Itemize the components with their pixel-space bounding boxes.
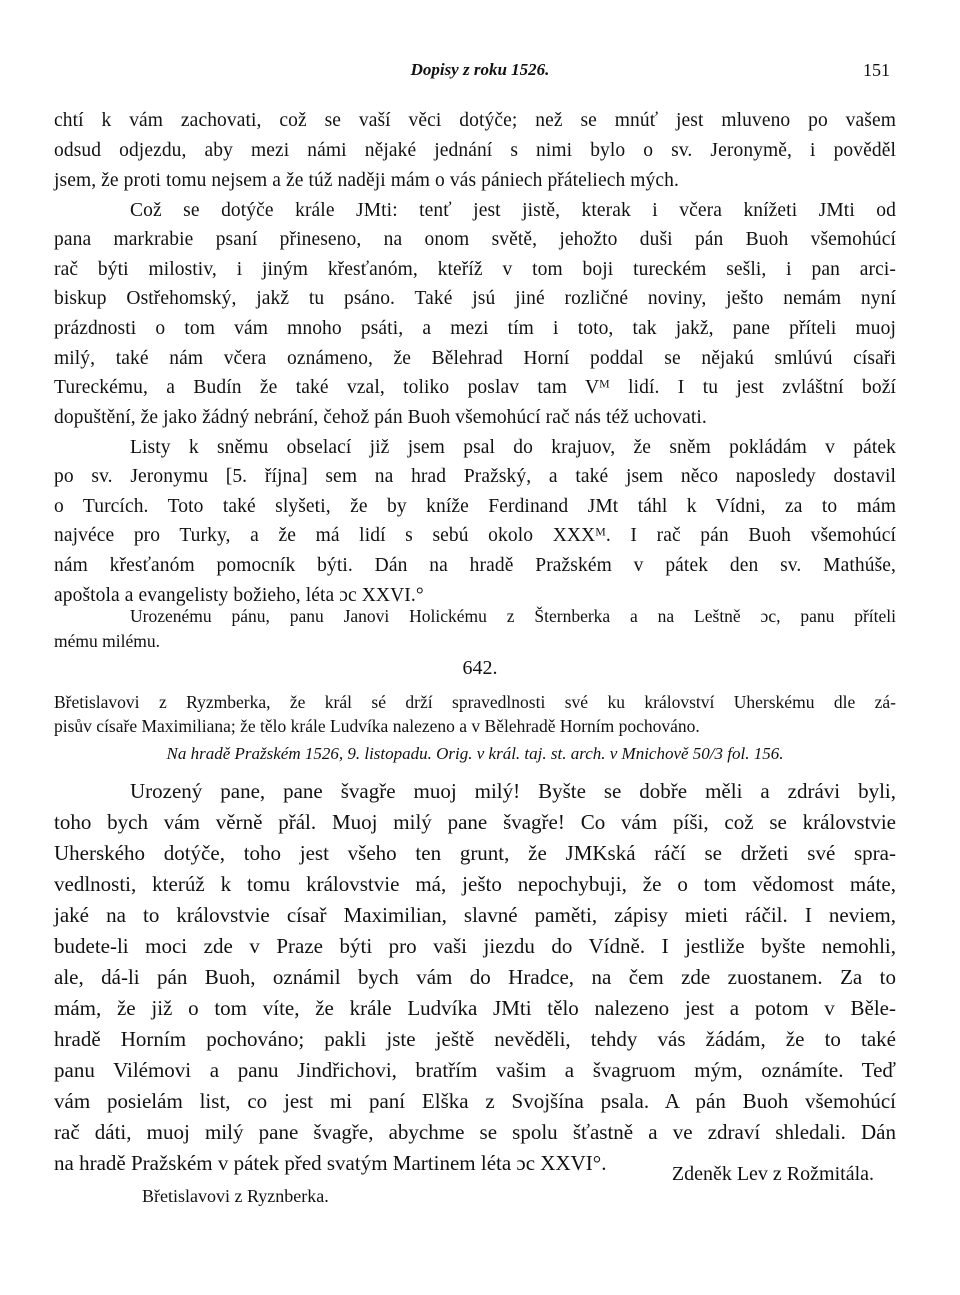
document-number: 642. xyxy=(462,657,498,679)
text-line: rač dáti, muoj milý pane švagře, abychme se spolu šťastně a ve zdraví shledali. Dán xyxy=(54,1120,896,1144)
text-line: milý, také nám včera oznámeno, že Bělehrad Horní poddal se nějakú smlúvú císaři xyxy=(54,348,896,369)
summary-line: pisův císaře Maximiliana; že tělo krále Ludvíka nalezeno a v Bělehradě Horním pochováno. xyxy=(54,716,700,736)
text-line: hradě Horním pochováno; pakli jste ještě nevěděli, tehdy vás žádám, že to také xyxy=(54,1027,896,1051)
recipient-address: Břetislavovi z Ryznberka. xyxy=(142,1186,329,1206)
text-line: toho bych vám věrně přál. Muoj milý pane švagře! Co vám píši, což se královstvie xyxy=(54,810,896,834)
source-citation: Na hradě Pražském 1526, 9. listopadu. Orig. v král. taj. st. arch. v Mnichově 50/3 fol. 156. xyxy=(166,744,784,763)
text-line: apoštola a evangelisty božieho, léta ɔc XXVI.° xyxy=(54,585,424,606)
text-line: rač býti milostiv, i jiným křesťanóm, kteříž v tom boji tureckém sešli, i pan arci- xyxy=(54,259,896,280)
text-line: o Turcích. Toto také slyšeti, že by kníže Ferdinand JMt táhl k Vídni, za to mám xyxy=(54,496,896,517)
text-line: pana markrabie psaní přineseno, na onom světě, jehožto duši pán Buoh všemohúcí xyxy=(54,229,896,250)
text-line: Tureckému, a Budín že také vzal, toliko poslav tam Vᴹ lidí. I tu jest zvláštní boží xyxy=(54,377,896,398)
text-line: na hradě Pražském v pátek před svatým Martinem léta ɔc XXVI°. xyxy=(54,1151,607,1175)
text-line: nám křesťanóm pomocník býti. Dán na hradě Pražském v pátek den sv. Mathúše, xyxy=(54,555,896,576)
text-line: odsud odjezdu, aby mezi námi nějaké jednání s nimi bylo o sv. Jeronymě, i pověděl xyxy=(54,140,896,161)
text-line: ale, dá-li pán Buoh, oznámil bych vám do Hradce, na čem zde zuostanem. Za to xyxy=(54,965,896,989)
text-line: Listy k sněmu obselací již jsem psal do krajuov, že sněm pokládám v pátek xyxy=(130,437,896,458)
text-line: Urozený pane, pane švagře muoj milý! Byšte se dobře měli a zdrávi byli, xyxy=(130,779,896,803)
summary-line: Břetislavovi z Ryzmberka, že král sé drží spravedlnosti své ku království Uherskému dle zá- xyxy=(54,692,896,712)
address-line: mému milému. xyxy=(54,631,160,651)
running-title: Dopisy z roku 1526. xyxy=(410,60,550,79)
text-line: budete-li moci zde v Praze býti pro vaši jiezdu do Vídně. I jestliže byšte nemohli, xyxy=(54,934,896,958)
text-line: vám posielám list, co jest mi paní Elška z Svojšína psala. A pán Buoh všemohúcí xyxy=(54,1089,896,1113)
text-line: vedlnosti, kterúž k tomu královstvie má, ješto nepochybuji, že o tom vědomost máte, xyxy=(54,872,896,896)
text-line: biskup Ostřehomský, jakž tu psáno. Také jsú jiné rozličné noviny, ješto nemám nyní xyxy=(54,288,896,309)
page-number: 151 xyxy=(863,60,890,80)
address-line: Urozenému pánu, panu Janovi Holickému z Šternberka a na Leštně ɔc, panu příteli xyxy=(130,606,896,626)
text-line: mám, že již o tom víte, že krále Ludvíka JMti tělo nalezeno jest a potom v Běle- xyxy=(54,996,896,1020)
text-line: chtí k vám zachovati, což se vaší věci dotýče; než se mnúť jest mluveno po vašem xyxy=(54,110,896,131)
text-line: najvéce pro Turky, a že má lidí s sebú okolo XXXᴹ. I rač pán Buoh všemohúcí xyxy=(54,525,896,546)
text-line: dopuštění, že jako žádný nebrání, čehož pán Buoh všemohúcí rač nás též uchovati. xyxy=(54,407,707,428)
text-line: panu Vilémovi a panu Jindřichovi, bratřím vašim a švagruom mým, oznámíte. Teď xyxy=(54,1058,896,1082)
text-line: po sv. Jeronymu [5. října] sem na hrad Pražský, a také jsem něco naposledy dostavil xyxy=(54,466,896,487)
text-line: jaké na to královstvie císař Maximilian, slavné paměti, zápisy mieti ráčil. I neviem, xyxy=(54,903,896,927)
text-line: jsem, že proti tomu nejsem a že túž naději mám o vás pániech přáteliech mých. xyxy=(54,170,679,191)
text-line: Uherského dotýče, toho jest všeho ten grunt, že JMKská ráčí se držeti své spra- xyxy=(54,841,896,865)
signature: Zdeněk Lev z Rožmitála. xyxy=(671,1163,874,1185)
text-line: Což se dotýče krále JMti: tenť jest jistě, kterak i včera knížeti JMti od xyxy=(130,200,896,221)
text-line: prázdnosti o tom vám mnoho psáti, a mezi tím i toto, tak jakž, pane příteli muoj xyxy=(54,318,896,339)
